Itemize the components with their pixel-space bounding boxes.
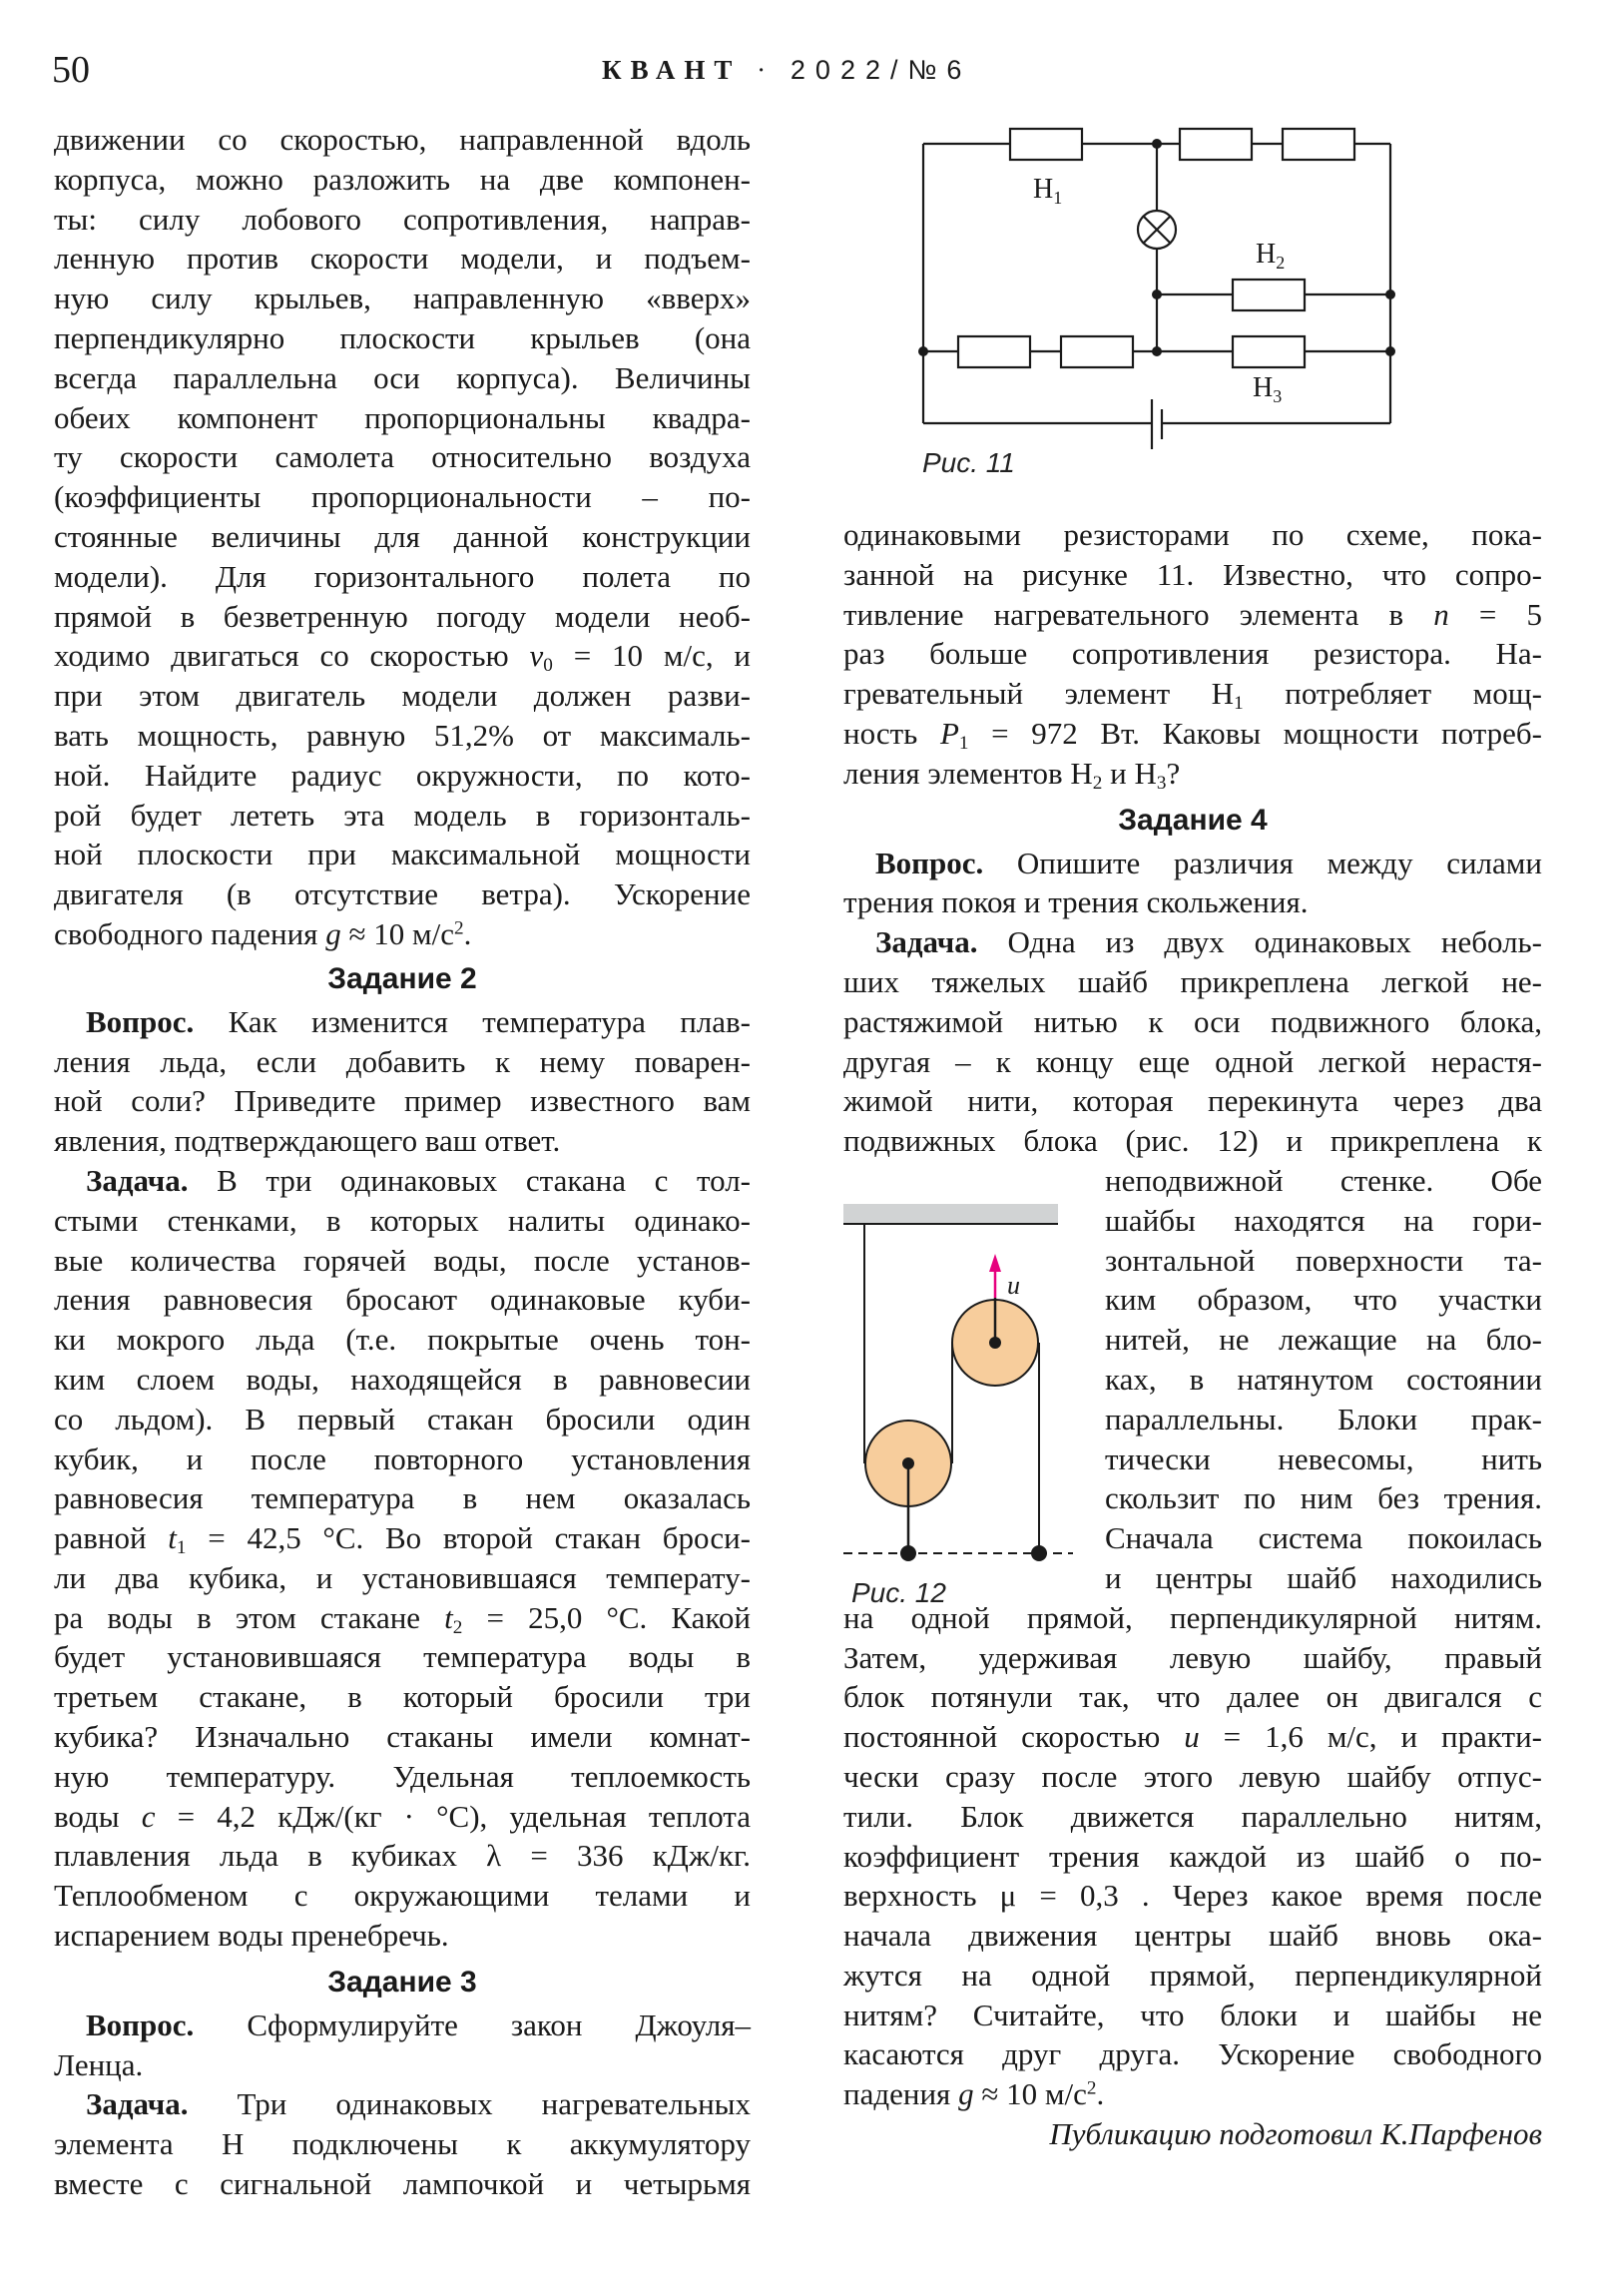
h2-label: $H_2$ [1256,239,1286,273]
ceiling [843,1204,1058,1224]
text-line: занной на рисунке 11. Известно, что сопро- [843,556,1542,592]
text-line: вместе с сигнальной лампочкой и четырьмя [54,2166,751,2202]
text-line: вать мощность, равную 51,2% от максималь- [54,717,751,753]
text-line: Задача. В три одинаковых стакана с тол- [86,1162,751,1198]
text-line: ной соли? Приведите пример известного вам [54,1083,751,1119]
text-line: касаются друг друга. Ускорение свободного [843,2036,1542,2072]
left-column [54,120,751,2204]
text-line: ших тяжелых шайб прикреплена легкой не- [843,963,1542,999]
text-line: (коэффициенты пропорциональности – по- [54,479,751,515]
text-line: ким слоем воды, находящейся в равновесии [54,1361,751,1397]
text-line: со льдом). В первый стакан бросили один [54,1401,751,1436]
text-line: ную силу крыльев, направленную «вверх» [54,281,751,316]
text-line: параллельны. Блоки прак- [1105,1401,1542,1436]
text-line: Вопрос. Как изменится температура плав- [86,1003,751,1039]
text-line: другая – к концу еще одной легкой нерастя- [843,1043,1542,1079]
text-line: раз больше сопротивления резистора. На- [843,636,1542,672]
text-line: ления равновесия бросают одинаковые куби- [54,1282,751,1318]
intro-paragraph [54,120,751,954]
task-2-heading: Задание 2 [327,961,477,995]
text-line: равновесия температура в нем оказалась [54,1480,751,1516]
text-line: на одной прямой, перпендикулярной нитям. [843,1599,1542,1635]
text-line: зонтальной поверхности та- [1105,1242,1542,1278]
text-line: верхность μ = 0,3 . Через какое время после [843,1878,1542,1914]
task-4-heading: Задание 4 [1118,803,1268,837]
right-puck [1031,1545,1047,1561]
text-line: ках, в натянутом состоянии [1105,1361,1542,1397]
text-line: обеих компонент пропорциональны квадра- [54,399,751,435]
text-line: перпендикулярно плоскости крыльев (она [54,319,751,355]
text-line: тически невесомы, нить [1105,1440,1542,1476]
text-line: модели). Для горизонтального полета по [54,558,751,594]
journal-title: КВАНТ [602,55,742,85]
wrapped-text [1105,1161,1542,1598]
text-line: растяжимой нитью к оси подвижного блока, [843,1003,1542,1039]
task-2-problem [54,1161,751,1956]
text-line: Ленца. [54,2046,144,2082]
text-line: неподвижной стенке. Обе [1105,1162,1542,1198]
text-line: при этом двигатель модели должен разви- [54,678,751,714]
text-line: всегда параллельна оси корпуса). Величины [54,359,751,395]
text-line: воды c = 4,2 кДж/(кг · °C), удельная теплота [54,1798,751,1834]
text-line: ления элементов $H_2$ и $H_3$? [843,755,1181,794]
text-line: ли два кубика, и установившаяся температу- [54,1559,751,1595]
h3-label: $H_3$ [1253,372,1283,406]
text-line: движении со скоростью, направленной вдоль [54,122,751,157]
text-line: постоянной скоростью u = 1,6 м/с, и практи- [843,1719,1543,1755]
text-line: ную температуру. Удельная теплоемкость [54,1758,751,1794]
text-line: свободного падения g ≈ 10 $м/с^2$. [54,915,472,951]
text-line: тивление нагревательного элемента в n = 5 [843,596,1542,632]
text-line: двигателя (в отсутствие ветра). Ускорение [54,876,751,912]
text-line: гревательный элемент $H_1$ потребляет мощ- [843,676,1542,714]
text-line: Задача. Одна из двух одинаковых неболь- [875,924,1542,960]
task-3-problem [54,2084,751,2203]
issue-number: 2022/№6 [790,55,972,85]
text-line: явления, подтверждающего ваш ответ. [54,1123,561,1159]
text-line: одинаковыми резисторами по схеме, пока- [843,517,1542,552]
text-line: Сначала система покоилась [1105,1520,1542,1556]
text-line: ной. Найдите радиус окружности, по кото- [54,757,751,793]
text-line: падения g ≈ 10 $м/с^2$. [843,2076,1105,2112]
text-line: ходимо двигаться со скоростью $v_0 = 10$ м/с, и [54,638,752,677]
text-line: начала движения центры шайб вновь ока- [843,1918,1542,1954]
text-line: элемента H подключены к аккумулятору [54,2126,751,2162]
velocity-label: u [1007,1271,1020,1300]
text-line: ким образом, что участки [1105,1282,1542,1318]
circuit-diagram [898,100,1497,499]
task-2-question [54,1002,751,1161]
page-number: 50 [52,49,90,91]
text-line: будет установившаяся температура воды в [54,1639,751,1675]
text-line: ра воды в этом стакане $t_2 = 25,0$ °C. Какой [54,1599,751,1638]
task-4-question [843,844,1542,923]
text-line: тили. Блок движется параллельно нитям, [843,1798,1542,1834]
text-line: Вопрос. Сформулируйте закон Джоуля– [86,2007,751,2042]
text-line: ты: силу лобового сопротивления, направ- [54,201,751,237]
text-line: Затем, удерживая левую шайбу, правый [843,1639,1542,1675]
task-3-heading: Задание 3 [327,1965,477,1999]
text-line: кубик, и после повторного установления [54,1440,751,1476]
left-puck [900,1545,916,1561]
text-line: подвижных блока (рис. 12) и прикреплена к [843,1123,1542,1159]
running-head [602,50,971,90]
text-line: ность $P_1 = 972$ Вт. Каковы мощности потреб- [843,715,1542,754]
task-3-continuation [843,515,1542,794]
text-line: Задача. Три одинаковых нагревательных [86,2086,751,2122]
text-line: кубика? Изначально стаканы имели комнат- [54,1719,751,1755]
text-line: равной $t_1 = 42,5$ °C. Во второй стакан броси- [54,1520,751,1558]
pulley-diagram [843,1198,1073,1577]
text-line: трения покоя и трения скольжения. [843,884,1309,920]
text-line: стоянные величины для данной конструкции [54,518,751,554]
text-line: ки мокрого льда (т.е. покрытые очень тон- [54,1322,751,1358]
text-line: чески сразу после этого левую шайбу отпус- [843,1758,1542,1794]
text-line: ления льда, если добавить к нему поварен- [54,1043,751,1079]
text-line: ту скорости самолета относительно воздуха [54,439,751,475]
author-signature: Публикацию подготовил К.Парфенов [1049,2116,1542,2152]
text-line: ной плоскости при максимальной мощности [54,837,751,872]
text-line: рой будет лететь эта модель в горизонталь- [54,797,751,833]
text-line: шайбы находятся на гори- [1105,1202,1542,1238]
text-line: нитям? Считайте, что блоки и шайбы не [843,1997,1542,2032]
text-line: и центры шайб находились [1105,1559,1542,1595]
text-line: жимой нити, которая перекинута через два [843,1083,1542,1119]
figure-11-caption: Рис. 11 [922,447,1015,478]
task-3-question [54,2006,751,2085]
text-line: Теплообменом с окружающими телами и [54,1878,751,1914]
figure-12-caption: Рис. 12 [851,1577,946,1608]
text-line: нитей, не лежащие на бло- [1105,1322,1542,1358]
text-line: блок потянули так, что далее он двигался с [843,1679,1542,1715]
text-line: вые количества горячей воды, после установ- [54,1242,751,1278]
text-line: Вопрос. Опишите различия между силами [875,845,1542,880]
text-line: корпуса, можно разложить на две компонен- [54,161,751,197]
text-line: стыми стенками, в которых налиты одинако- [54,1202,751,1238]
text-line: прямой в безветренную погоду модели необ- [54,598,751,634]
text-line: скользит по ним без трения. [1105,1480,1542,1516]
text-line: испарением воды пренебречь. [54,1918,449,1954]
text-line: ленную против скорости модели, и подъем- [54,241,751,277]
text-line: третьем стакане, в который бросили три [54,1679,751,1715]
text-line: жутся на одной прямой, перпендикулярной [843,1957,1542,1993]
h1-label: $H_1$ [1033,174,1063,208]
separator: · [757,55,776,85]
text-line: коэффициент трения каждой из шайб о по- [843,1838,1542,1874]
text-line: плавления льда в кубиках λ = 336 кДж/кг. [54,1838,752,1874]
